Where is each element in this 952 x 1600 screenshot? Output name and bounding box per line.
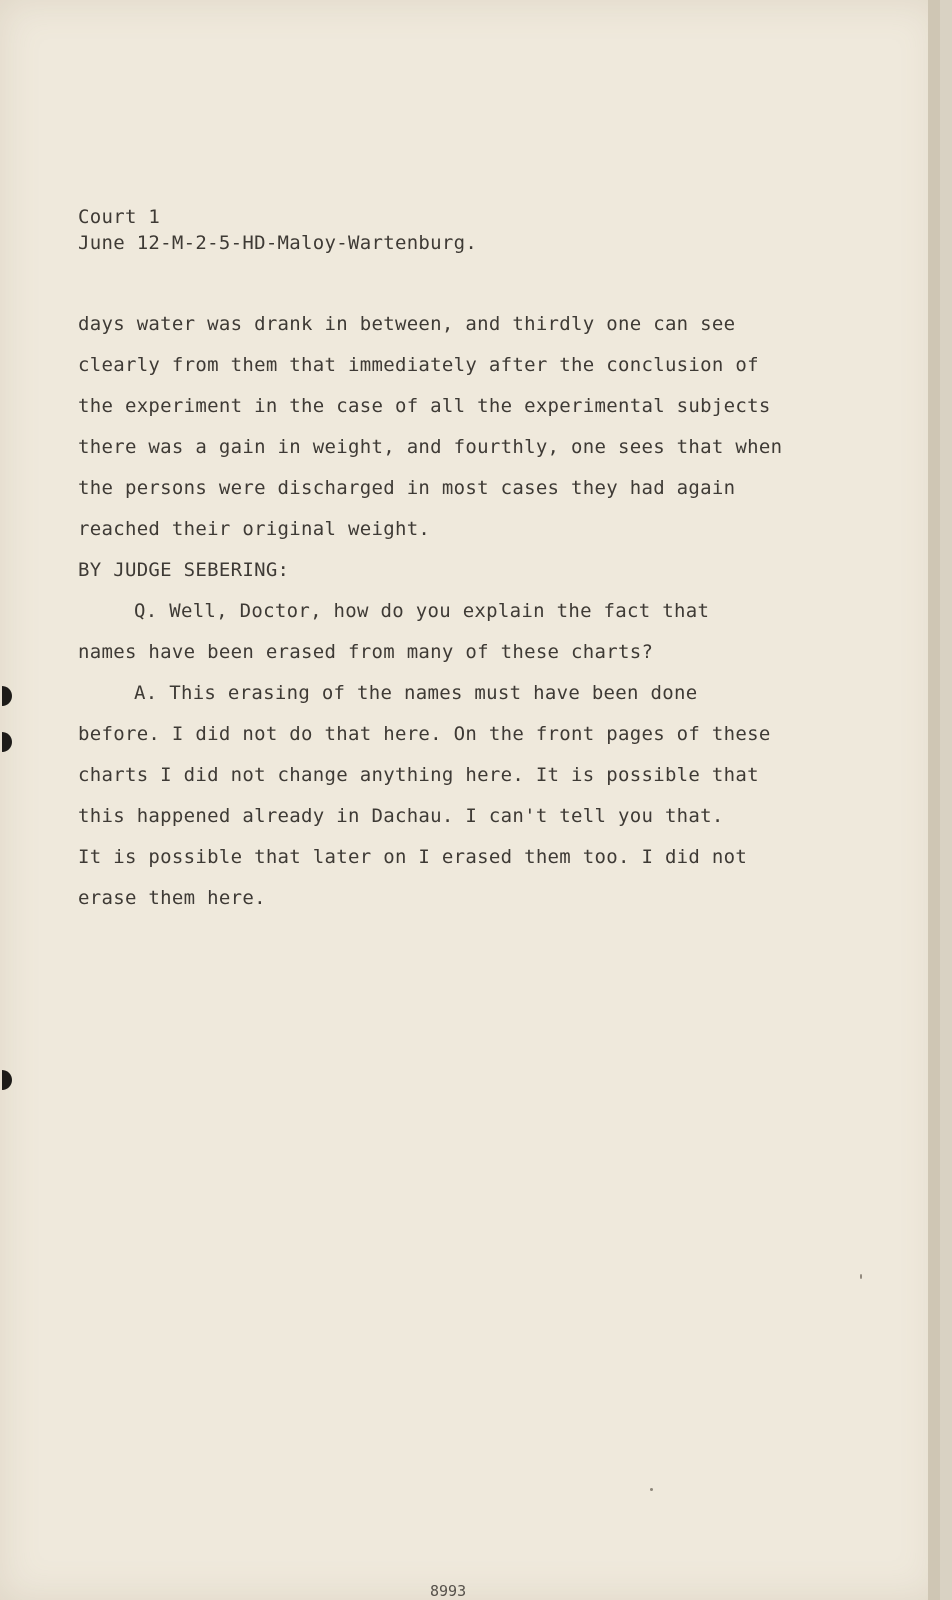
paper-speck — [650, 1488, 653, 1491]
answer-line: charts I did not change anything here. It is possible that — [78, 764, 759, 786]
punch-hole — [2, 686, 12, 706]
punch-hole — [2, 1070, 12, 1090]
page-edge — [928, 0, 940, 1600]
answer-line: this happened already in Dachau. I can't tell you that. — [78, 805, 724, 827]
body-line: the experiment in the case of all the experimental subjects — [78, 395, 771, 417]
body-line: clearly from them that immediately after the conclusion of — [78, 354, 759, 376]
session-reference: June 12-M-2-5-HD-Maloy-Wartenburg. — [78, 232, 478, 254]
answer-line: erase them here. — [78, 887, 266, 909]
question-line: Q. Well, Doctor, how do you explain the fact that — [134, 600, 710, 622]
answer-line: It is possible that later on I erased them too. I did not — [78, 846, 748, 868]
body-line: reached their original weight. — [78, 518, 431, 540]
body-line: the persons were discharged in most cases they had again — [78, 477, 736, 499]
answer-line: A. This erasing of the names must have been done — [134, 682, 698, 704]
page-number: 8993 — [430, 1582, 467, 1600]
punch-hole — [2, 732, 12, 752]
question-line: names have been erased from many of these charts? — [78, 641, 654, 663]
answer-line: before. I did not do that here. On the front pages of these — [78, 723, 771, 745]
body-line: there was a gain in weight, and fourthly, one sees that when — [78, 436, 783, 458]
body-line: days water was drank in between, and thirdly one can see — [78, 313, 736, 335]
paper-speck — [860, 1274, 862, 1279]
court-label: Court 1 — [78, 206, 161, 228]
examiner-heading: BY JUDGE SEBERING: — [78, 559, 290, 581]
